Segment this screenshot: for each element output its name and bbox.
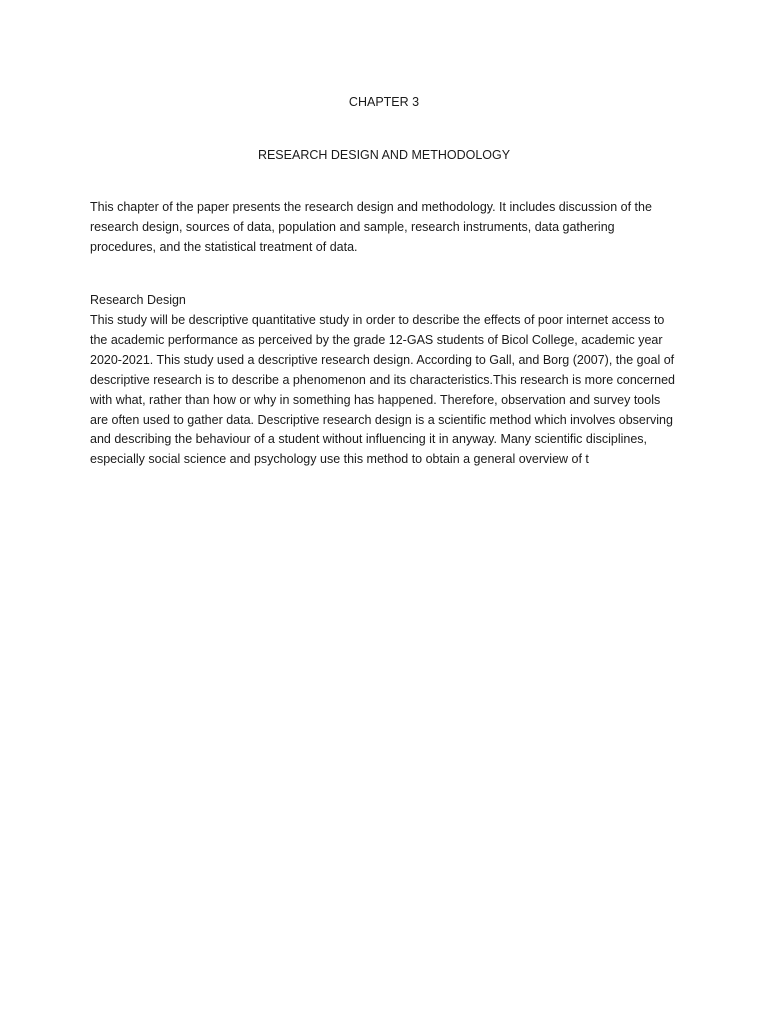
chapter-number: CHAPTER 3 [348,95,420,109]
section-heading-research-design: Research Design [90,293,186,307]
section-paragraph-research-design: This study will be descriptive quantitative study in order to describe the effects of poor internet access to the academic performance as perceived by the grade 12-GAS students of Bicol College, academic year 2020-2021. This study used a descriptive research design. According to Gall, and Borg (2007), the goal of descriptive research is to describe a phenomenon and its characteristics.This research is more concerned with what, rather than how or why in something has happened. Therefore, observation and survey tools are often used to gather data. Descriptive research design is a scientific method which involves observing and describing the behaviour of a student without influencing it in anyway. Many scientific disciplines, especially social science and psychology use this method to obtain a general overview of t [90,313,675,467]
chapter-title: RESEARCH DESIGN AND METHODOLOGY [257,148,511,162]
intro-paragraph: This chapter of the paper presents the research design and methodology. It includes discussion of the research design, sources of data, population and sample, research instruments, data gathering procedures, and the statistical treatment of data. [90,200,652,254]
